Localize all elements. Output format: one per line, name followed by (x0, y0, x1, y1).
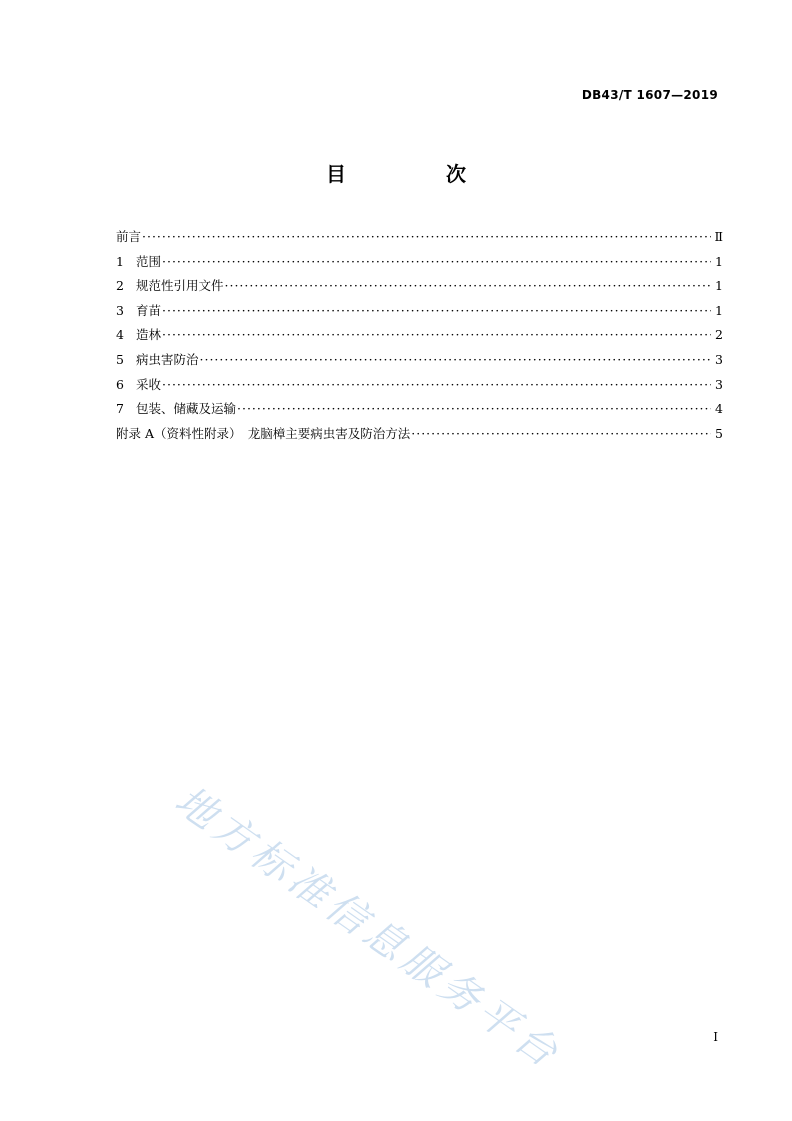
toc-entry-page: 1 (715, 253, 723, 269)
toc-entry-scope[interactable] (116, 252, 723, 277)
toc-entry-page: Ⅱ (714, 229, 723, 244)
toc-entry-number: 5 (116, 351, 124, 367)
toc-entry-page: 3 (715, 376, 723, 392)
toc-entry-label: 附录 A（资料性附录） 龙脑樟主要病虫害及防治方法 (116, 425, 411, 441)
toc-entry-number: 1 (116, 253, 124, 269)
table-of-contents (116, 227, 723, 448)
toc-entry-appendix-a[interactable] (116, 424, 723, 449)
toc-leader-dots (162, 325, 711, 345)
toc-entry-label: 育苗 (136, 302, 162, 318)
toc-entry-page: 1 (715, 302, 723, 318)
toc-entry-label: 规范性引用文件 (136, 278, 224, 294)
toc-entry-page: 5 (715, 425, 723, 441)
toc-entry-normative-references[interactable] (116, 276, 723, 301)
toc-entry-label: 病虫害防治 (136, 351, 199, 367)
toc-entry-seedling[interactable] (116, 301, 723, 326)
page-title: 目 次 (326, 162, 506, 186)
toc-entry-pest-control[interactable] (116, 350, 723, 375)
toc-entry-foreword[interactable] (116, 227, 723, 252)
toc-leader-dots (162, 252, 711, 272)
toc-entry-label: 采收 (136, 376, 162, 392)
toc-leader-dots (200, 350, 711, 370)
toc-leader-dots (225, 276, 711, 296)
toc-entry-page: 3 (715, 351, 723, 367)
toc-entry-label: 造林 (136, 327, 162, 343)
toc-entry-number: 7 (116, 401, 124, 417)
toc-entry-label: 前言 (116, 229, 142, 244)
watermark: 地方标准信息服务平台 (166, 777, 570, 1079)
toc-entry-number: 3 (116, 302, 124, 318)
document-code: DB43/T 1607—2019 (581, 88, 718, 102)
toc-leader-dots (237, 399, 711, 419)
toc-entry-label: 范围 (136, 253, 162, 269)
toc-entry-page: 2 (715, 327, 723, 343)
toc-leader-dots (411, 424, 711, 444)
toc-leader-dots (162, 375, 711, 395)
page-number: I (713, 1030, 718, 1044)
toc-entry-harvesting[interactable] (116, 375, 723, 400)
toc-entry-afforestation[interactable] (116, 325, 723, 350)
toc-leader-dots (142, 227, 710, 247)
toc-entry-number: 6 (116, 376, 124, 392)
toc-entry-label: 包装、储藏及运输 (136, 401, 237, 417)
toc-entry-page: 4 (715, 401, 723, 417)
toc-leader-dots (162, 301, 711, 321)
toc-entry-packaging[interactable] (116, 399, 723, 424)
toc-entry-page: 1 (715, 278, 723, 294)
toc-entry-number: 2 (116, 278, 124, 294)
toc-entry-number: 4 (116, 327, 124, 343)
